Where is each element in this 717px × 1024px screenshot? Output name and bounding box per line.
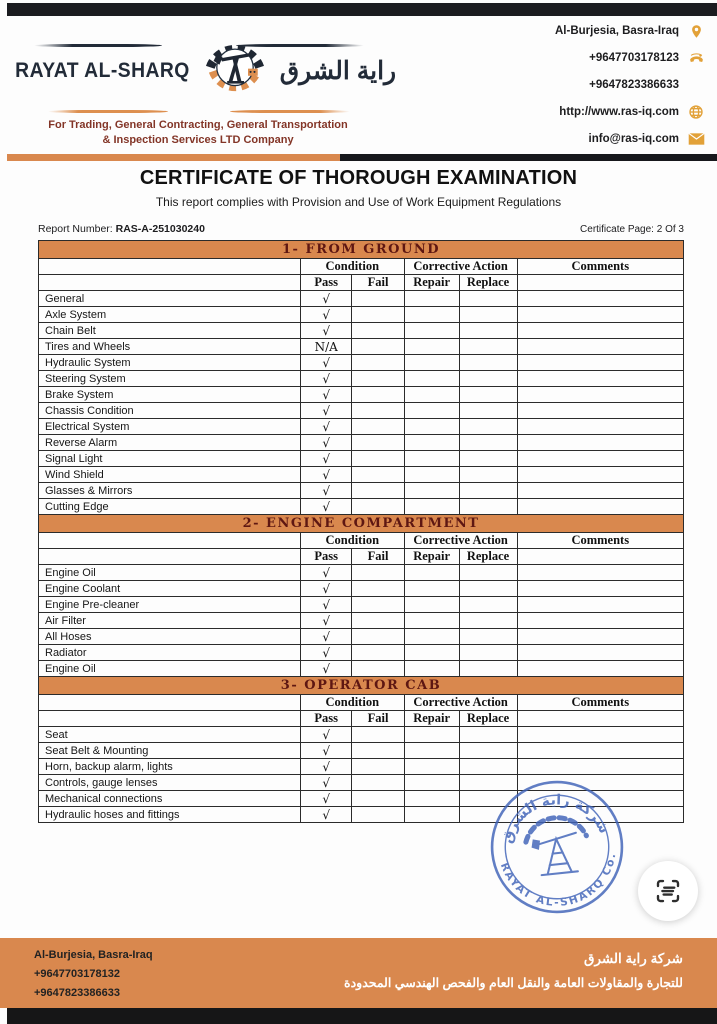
replace-cell <box>459 629 517 645</box>
item-label: Wind Shield <box>39 467 301 483</box>
fail-cell <box>352 339 404 355</box>
fail-cell <box>352 435 404 451</box>
corrective-action-header: Corrective Action <box>404 695 517 711</box>
comments-cell <box>517 323 683 339</box>
table-row <box>39 629 684 645</box>
repair-header: Repair <box>404 549 459 565</box>
stamp-pumpjack-icon <box>524 815 590 877</box>
comments-header: Comments <box>517 695 683 711</box>
replace-cell <box>459 371 517 387</box>
logo-swoosh-bottom-right <box>230 110 350 113</box>
fail-cell <box>352 759 404 775</box>
pass-mark: √ <box>300 467 352 483</box>
pass-mark: √ <box>300 613 352 629</box>
inspection-table-1 <box>38 240 684 515</box>
table-row <box>39 727 684 743</box>
contact-email: info@ras-iq.com <box>455 130 705 148</box>
fail-cell <box>352 403 404 419</box>
comments-cell <box>517 791 683 807</box>
comments-cell <box>517 629 683 645</box>
company-tagline: For Trading, General Contracting, General Transportation & Inspection Services LTD Company <box>48 119 348 146</box>
inspection-table-3 <box>38 676 684 823</box>
repair-cell <box>404 645 459 661</box>
fail-cell <box>352 387 404 403</box>
pass-mark: √ <box>300 387 352 403</box>
replace-header: Replace <box>459 275 517 291</box>
replace-cell <box>459 645 517 661</box>
replace-cell <box>459 597 517 613</box>
comments-cell <box>517 403 683 419</box>
fail-cell <box>352 307 404 323</box>
replace-cell <box>459 291 517 307</box>
inspection-table-2 <box>38 514 684 677</box>
replace-cell <box>459 581 517 597</box>
condition-header: Condition <box>300 533 404 549</box>
fail-header: Fail <box>352 549 404 565</box>
fail-cell <box>352 467 404 483</box>
item-label: Engine Oil <box>39 565 301 581</box>
replace-cell <box>459 355 517 371</box>
repair-cell <box>404 355 459 371</box>
table-row <box>39 355 684 371</box>
pass-mark: √ <box>300 661 352 677</box>
replace-cell <box>459 727 517 743</box>
replace-cell <box>459 419 517 435</box>
pass-mark: √ <box>300 307 352 323</box>
stamp-arabic-text: شركة راية الشرق <box>499 792 613 846</box>
item-label: Radiator <box>39 645 301 661</box>
pass-header: Pass <box>300 549 352 565</box>
item-label: Chassis Condition <box>39 403 301 419</box>
document-subtitle: This report complies with Provision and Use of Work Equipment Regulations <box>155 195 562 209</box>
table-row <box>39 645 684 661</box>
comments-cell <box>517 645 683 661</box>
table-row <box>39 807 684 823</box>
fail-cell <box>352 629 404 645</box>
item-label: Glasses & Mirrors <box>39 483 301 499</box>
pass-mark: √ <box>300 743 352 759</box>
item-label: Brake System <box>39 387 301 403</box>
item-label: Mechanical connections <box>39 791 301 807</box>
comments-header: Comments <box>517 533 683 549</box>
pass-mark: √ <box>300 355 352 371</box>
item-label: Engine Pre-cleaner <box>39 597 301 613</box>
repair-cell <box>404 613 459 629</box>
pass-mark: √ <box>300 645 352 661</box>
replace-cell <box>459 613 517 629</box>
document-title: CERTIFICATE OF THOROUGH EXAMINATION <box>139 167 578 189</box>
company-name-en: RAYAT AL-SHARQ <box>15 58 190 82</box>
pass-mark: √ <box>300 791 352 807</box>
repair-cell <box>404 775 459 791</box>
corrective-action-header: Corrective Action <box>404 259 517 275</box>
logo-swoosh-top-left <box>34 44 162 47</box>
contact-phone-2: +9647823386633 <box>455 76 705 94</box>
table-row <box>39 581 684 597</box>
repair-cell <box>404 581 459 597</box>
replace-header: Replace <box>459 711 517 727</box>
item-label: Steering System <box>39 371 301 387</box>
contact-website: http://www.ras-iq.com <box>455 103 705 121</box>
fail-cell <box>352 613 404 629</box>
item-header-blank <box>39 533 301 549</box>
comments-cell <box>517 565 683 581</box>
repair-cell <box>404 371 459 387</box>
replace-cell <box>459 791 517 807</box>
contact-info <box>455 22 705 157</box>
replace-cell <box>459 451 517 467</box>
repair-cell <box>404 403 459 419</box>
repair-cell <box>404 307 459 323</box>
repair-cell <box>404 791 459 807</box>
comments-cell <box>517 613 683 629</box>
fail-cell <box>352 743 404 759</box>
condition-header: Condition <box>300 259 404 275</box>
item-label: Cutting Edge <box>39 499 301 515</box>
section-title: 2- ENGINE COMPARTMENT <box>39 515 684 533</box>
condition-header: Condition <box>300 695 404 711</box>
pass-header: Pass <box>300 711 352 727</box>
pass-mark: √ <box>300 581 352 597</box>
company-name-ar: راية الشرق <box>279 56 397 85</box>
table-row <box>39 435 684 451</box>
replace-cell <box>459 807 517 823</box>
footer-contact <box>34 946 153 1003</box>
item-label: Air Filter <box>39 613 301 629</box>
replace-cell <box>459 743 517 759</box>
pass-mark: √ <box>300 483 352 499</box>
comments-cell <box>517 451 683 467</box>
comments-cell <box>517 355 683 371</box>
comments-cell <box>517 597 683 613</box>
document-scan-icon <box>653 876 683 906</box>
repair-cell <box>404 807 459 823</box>
pass-mark: √ <box>300 499 352 515</box>
repair-cell <box>404 597 459 613</box>
repair-header: Repair <box>404 275 459 291</box>
bottom-black-bar <box>7 1008 717 1024</box>
comments-cell <box>517 661 683 677</box>
contact-address: Al-Burjesia, Basra-Iraq <box>455 22 705 40</box>
table-row <box>39 339 684 355</box>
pass-mark: √ <box>300 419 352 435</box>
comments-cell <box>517 775 683 791</box>
globe-icon <box>687 103 705 121</box>
pass-mark: √ <box>300 775 352 791</box>
table-row <box>39 387 684 403</box>
empty-icon-slot <box>687 76 705 94</box>
item-label: Hydraulic System <box>39 355 301 371</box>
comments-cell <box>517 435 683 451</box>
contact-phone-1: +9647703178123 <box>455 49 705 67</box>
pass-header: Pass <box>300 275 352 291</box>
replace-cell <box>459 499 517 515</box>
repair-cell <box>404 565 459 581</box>
item-label: General <box>39 291 301 307</box>
certificate-page-indicator: Certificate Page: 2 Of 3 <box>580 224 684 235</box>
repair-cell <box>404 629 459 645</box>
pass-mark: √ <box>300 807 352 823</box>
replace-cell <box>459 483 517 499</box>
comments-cell <box>517 339 683 355</box>
fail-cell <box>352 645 404 661</box>
phone-icon <box>687 49 705 67</box>
pass-mark: √ <box>300 727 352 743</box>
fail-cell <box>352 499 404 515</box>
item-label: Hydraulic hoses and fittings <box>39 807 301 823</box>
pass-mark: √ <box>300 371 352 387</box>
fail-cell <box>352 355 404 371</box>
repair-cell <box>404 387 459 403</box>
table-row <box>39 597 684 613</box>
pass-mark: √ <box>300 759 352 775</box>
item-label: Reverse Alarm <box>39 435 301 451</box>
item-label: Axle System <box>39 307 301 323</box>
item-label: Signal Light <box>39 451 301 467</box>
repair-cell <box>404 451 459 467</box>
fail-cell <box>352 791 404 807</box>
fail-cell <box>352 581 404 597</box>
table-row <box>39 371 684 387</box>
comments-cell <box>517 483 683 499</box>
repair-cell <box>404 727 459 743</box>
table-row <box>39 419 684 435</box>
pass-mark: √ <box>300 435 352 451</box>
table-row <box>39 451 684 467</box>
fail-cell <box>352 661 404 677</box>
replace-cell <box>459 387 517 403</box>
repair-cell <box>404 323 459 339</box>
comments-cell <box>517 307 683 323</box>
item-header-blank <box>39 695 301 711</box>
pass-mark: √ <box>300 597 352 613</box>
fail-cell <box>352 483 404 499</box>
table-row <box>39 791 684 807</box>
repair-cell <box>404 291 459 307</box>
repair-cell <box>404 483 459 499</box>
comments-cell <box>517 419 683 435</box>
fail-cell <box>352 727 404 743</box>
item-label: Engine Coolant <box>39 581 301 597</box>
logo-swoosh-bottom-left <box>48 110 168 113</box>
replace-cell <box>459 307 517 323</box>
item-label: Tires and Wheels <box>39 339 301 355</box>
corrective-action-header: Corrective Action <box>404 533 517 549</box>
replace-cell <box>459 775 517 791</box>
fail-cell <box>352 451 404 467</box>
replace-header: Replace <box>459 549 517 565</box>
table-row <box>39 467 684 483</box>
replace-cell <box>459 661 517 677</box>
item-label: Electrical System <box>39 419 301 435</box>
table-row <box>39 565 684 581</box>
report-meta <box>38 223 684 235</box>
replace-cell <box>459 467 517 483</box>
comments-cell <box>517 291 683 307</box>
comments-cell <box>517 371 683 387</box>
location-pin-icon <box>687 22 705 40</box>
table-row <box>39 743 684 759</box>
comments-cell <box>517 581 683 597</box>
repair-cell <box>404 743 459 759</box>
comments-cell <box>517 807 683 823</box>
item-header-blank <box>39 259 301 275</box>
replace-cell <box>459 565 517 581</box>
table-row <box>39 499 684 515</box>
svg-text:RAYAT AL-SHARQ Co. <box>497 849 623 915</box>
replace-cell <box>459 435 517 451</box>
table-row <box>39 759 684 775</box>
replace-cell <box>459 403 517 419</box>
table-row <box>39 307 684 323</box>
fail-header: Fail <box>352 275 404 291</box>
replace-cell <box>459 339 517 355</box>
item-label: Seat Belt & Mounting <box>39 743 301 759</box>
repair-header: Repair <box>404 711 459 727</box>
pass-mark: √ <box>300 565 352 581</box>
fail-cell <box>352 807 404 823</box>
logo-swoosh-top-right <box>236 44 364 47</box>
section-title: 1- FROM GROUND <box>39 241 684 259</box>
report-number: Report Number: RAS-A-251030240 <box>38 223 205 235</box>
inspection-tables <box>38 240 684 823</box>
comments-cell <box>517 467 683 483</box>
fail-cell <box>352 775 404 791</box>
repair-cell <box>404 339 459 355</box>
item-label: Seat <box>39 727 301 743</box>
scan-button[interactable] <box>638 861 698 921</box>
repair-cell <box>404 499 459 515</box>
repair-cell <box>404 661 459 677</box>
header-divider-orange <box>7 154 340 161</box>
company-logo <box>15 18 397 152</box>
footer-company-arabic: شركة راية الشرق للتجارة والمقاولات العامة والنقل العام والفحص الهندسي المحدودة <box>344 951 683 990</box>
pass-mark: √ <box>300 291 352 307</box>
footer-phone-2: +9647823386633 <box>34 987 120 999</box>
table-row <box>39 661 684 677</box>
repair-cell <box>404 759 459 775</box>
item-label: Engine Oil <box>39 661 301 677</box>
fail-header: Fail <box>352 711 404 727</box>
pass-mark: √ <box>300 629 352 645</box>
footer-band <box>0 938 717 1008</box>
fail-cell <box>352 371 404 387</box>
envelope-icon <box>687 130 705 148</box>
pass-mark: √ <box>300 403 352 419</box>
section-title: 3- OPERATOR CAB <box>39 677 684 695</box>
comments-cell <box>517 387 683 403</box>
pass-mark: √ <box>300 323 352 339</box>
table-row <box>39 775 684 791</box>
footer-phone-1: +9647703178132 <box>34 968 120 980</box>
repair-cell <box>404 467 459 483</box>
comments-cell <box>517 743 683 759</box>
table-row <box>39 291 684 307</box>
repair-cell <box>404 419 459 435</box>
footer-address: Al-Burjesia, Basra-Iraq <box>34 949 153 961</box>
fail-cell <box>352 597 404 613</box>
replace-cell <box>459 323 517 339</box>
fail-cell <box>352 419 404 435</box>
comments-cell <box>517 759 683 775</box>
pass-mark: √ <box>300 451 352 467</box>
fail-cell <box>352 323 404 339</box>
comments-cell <box>517 499 683 515</box>
comments-cell <box>517 727 683 743</box>
stamp-english-text: RAYAT AL-SHARQ Co. <box>497 850 619 909</box>
comments-header: Comments <box>517 259 683 275</box>
table-row <box>39 483 684 499</box>
item-label: Controls, gauge lenses <box>39 775 301 791</box>
table-row <box>39 323 684 339</box>
replace-cell <box>459 759 517 775</box>
item-label: Chain Belt <box>39 323 301 339</box>
table-row <box>39 403 684 419</box>
pass-mark: N/A <box>300 339 352 355</box>
table-row <box>39 613 684 629</box>
fail-cell <box>352 291 404 307</box>
fail-cell <box>352 565 404 581</box>
item-label: Horn, backup alarm, lights <box>39 759 301 775</box>
top-black-bar <box>7 3 717 16</box>
repair-cell <box>404 435 459 451</box>
header-divider-black <box>340 154 717 161</box>
item-label: All Hoses <box>39 629 301 645</box>
